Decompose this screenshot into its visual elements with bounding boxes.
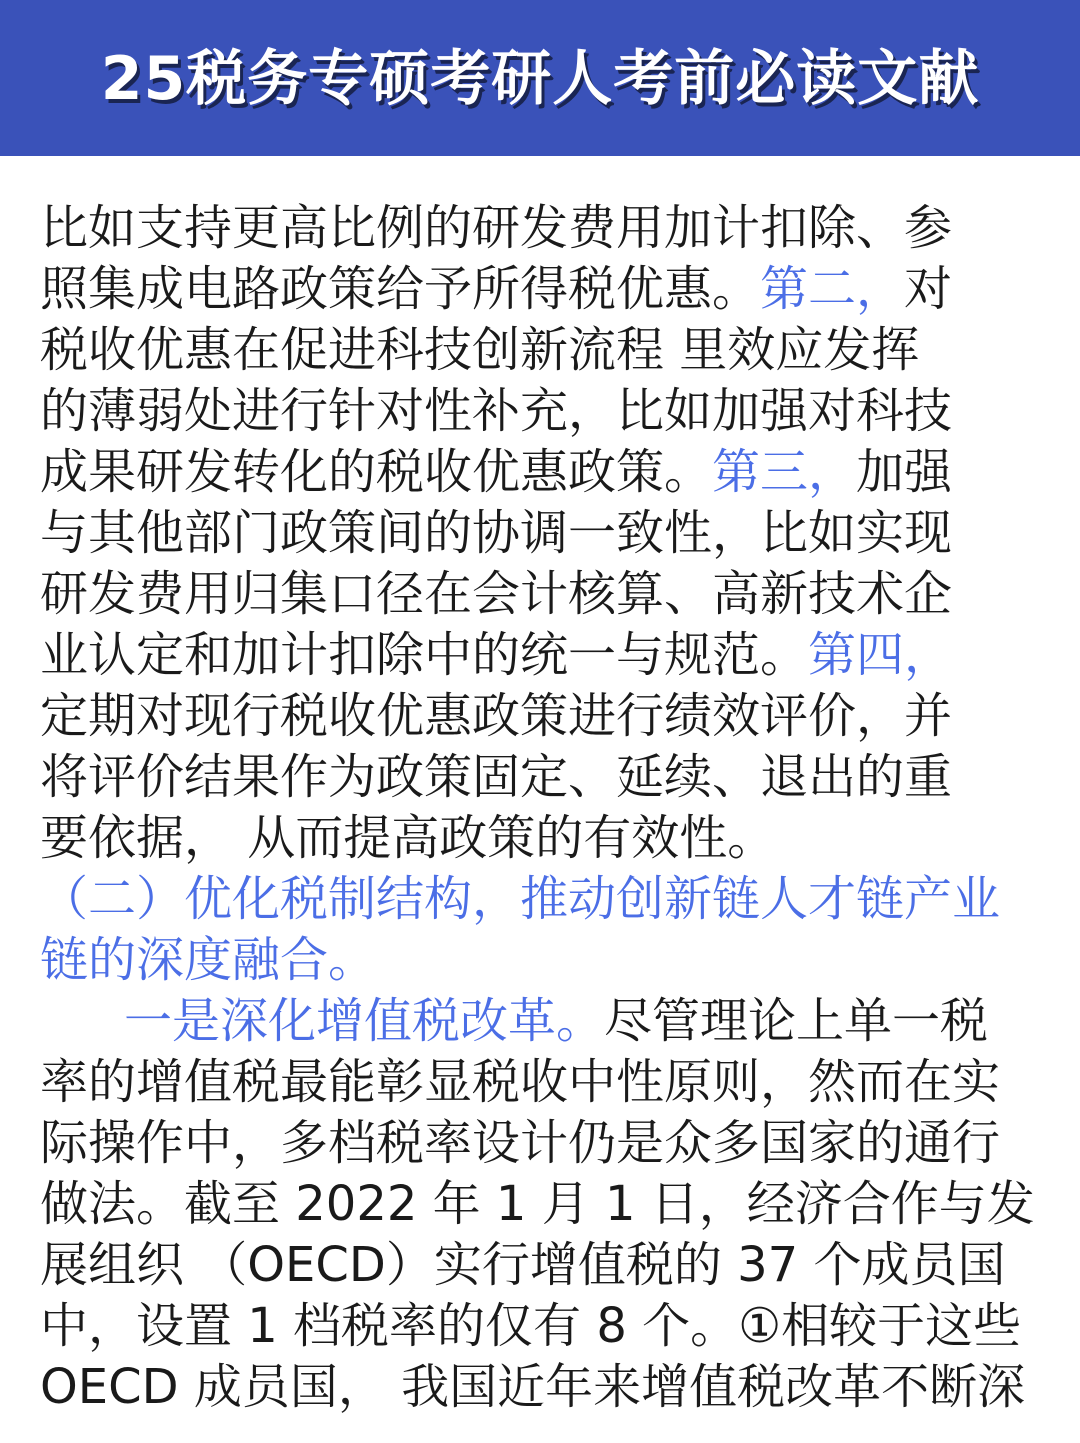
body-text: 中，设置 1 档税率的仅有 8 个。①相较于这些 [40, 1298, 1022, 1354]
text-line [40, 625, 1040, 686]
text-line [40, 808, 1040, 869]
body-text: 业认定和加计扣除中的统一与规范。 [40, 627, 809, 683]
article-body [40, 198, 1040, 1418]
body-text: 做法。截至 2022 年 1 月 1 日，经济合作与发 [40, 1176, 1035, 1232]
text-line [40, 1113, 1040, 1174]
header-banner [0, 0, 1080, 156]
body-text: 税收优惠在促进科技创新流程 里效应发挥 [40, 322, 920, 378]
body-text: 率的增值税最能彰显税收中性原则，然而在实 [40, 1054, 1001, 1110]
text-line [40, 381, 1040, 442]
highlight-text: 第二， [760, 261, 905, 317]
text-line [40, 442, 1040, 503]
text-line [40, 930, 1040, 991]
text-line [40, 503, 1040, 564]
text-line [40, 259, 1040, 320]
page-title: 25税务专硕考研人考前必读文献 [100, 44, 980, 114]
text-line [40, 991, 1040, 1052]
body-text: OECD 成员国， 我国近年来增值税改革不断深 [40, 1359, 1026, 1415]
text-line [40, 1235, 1040, 1296]
text-line [40, 1357, 1040, 1418]
highlight-text: 第三， [712, 444, 857, 500]
body-text: 尽管理论上单一税 [604, 993, 989, 1049]
body-text: 研发费用归集口径在会计核算、高新技术企 [40, 566, 953, 622]
body-text: 照集成电路政策给予所得税优惠。 [40, 261, 761, 317]
text-line [40, 1174, 1040, 1235]
body-text: 对 [904, 261, 953, 317]
body-text: 与其他部门政策间的协调一致性，比如实现 [40, 505, 953, 561]
body-text: 的薄弱处进行针对性补充，比如加强对科技 [40, 383, 953, 439]
highlight-text: 第四， [808, 627, 953, 683]
text-line [40, 564, 1040, 625]
body-text: 将评价结果作为政策固定、延续、退出的重 [40, 749, 953, 805]
text-line [40, 320, 1040, 381]
text-line [40, 198, 1040, 259]
text-line [40, 869, 1040, 930]
body-text: 展组织 （OECD）实行增值税的 37 个成员国 [40, 1237, 1006, 1293]
body-text: 加强 [856, 444, 953, 500]
highlight-text: 一是深化增值税改革。 [124, 993, 605, 1049]
body-text: 定期对现行税收优惠政策进行绩效评价，并 [40, 688, 953, 744]
text-line [40, 686, 1040, 747]
text-line [40, 1052, 1040, 1113]
highlight-text: 链的深度融合。 [40, 932, 377, 988]
highlight-text: （二）优化税制结构，推动创新链人才链产业 [40, 871, 1001, 927]
text-line [40, 1296, 1040, 1357]
body-text: 成果研发转化的税收优惠政策。 [40, 444, 713, 500]
body-text: 要依据， 从而提高政策的有效性。 [40, 810, 776, 866]
body-text: 比如支持更高比例的研发费用加计扣除、参 [40, 200, 953, 256]
body-text: 际操作中，多档税率设计仍是众多国家的通行 [40, 1115, 1001, 1171]
text-line [40, 747, 1040, 808]
